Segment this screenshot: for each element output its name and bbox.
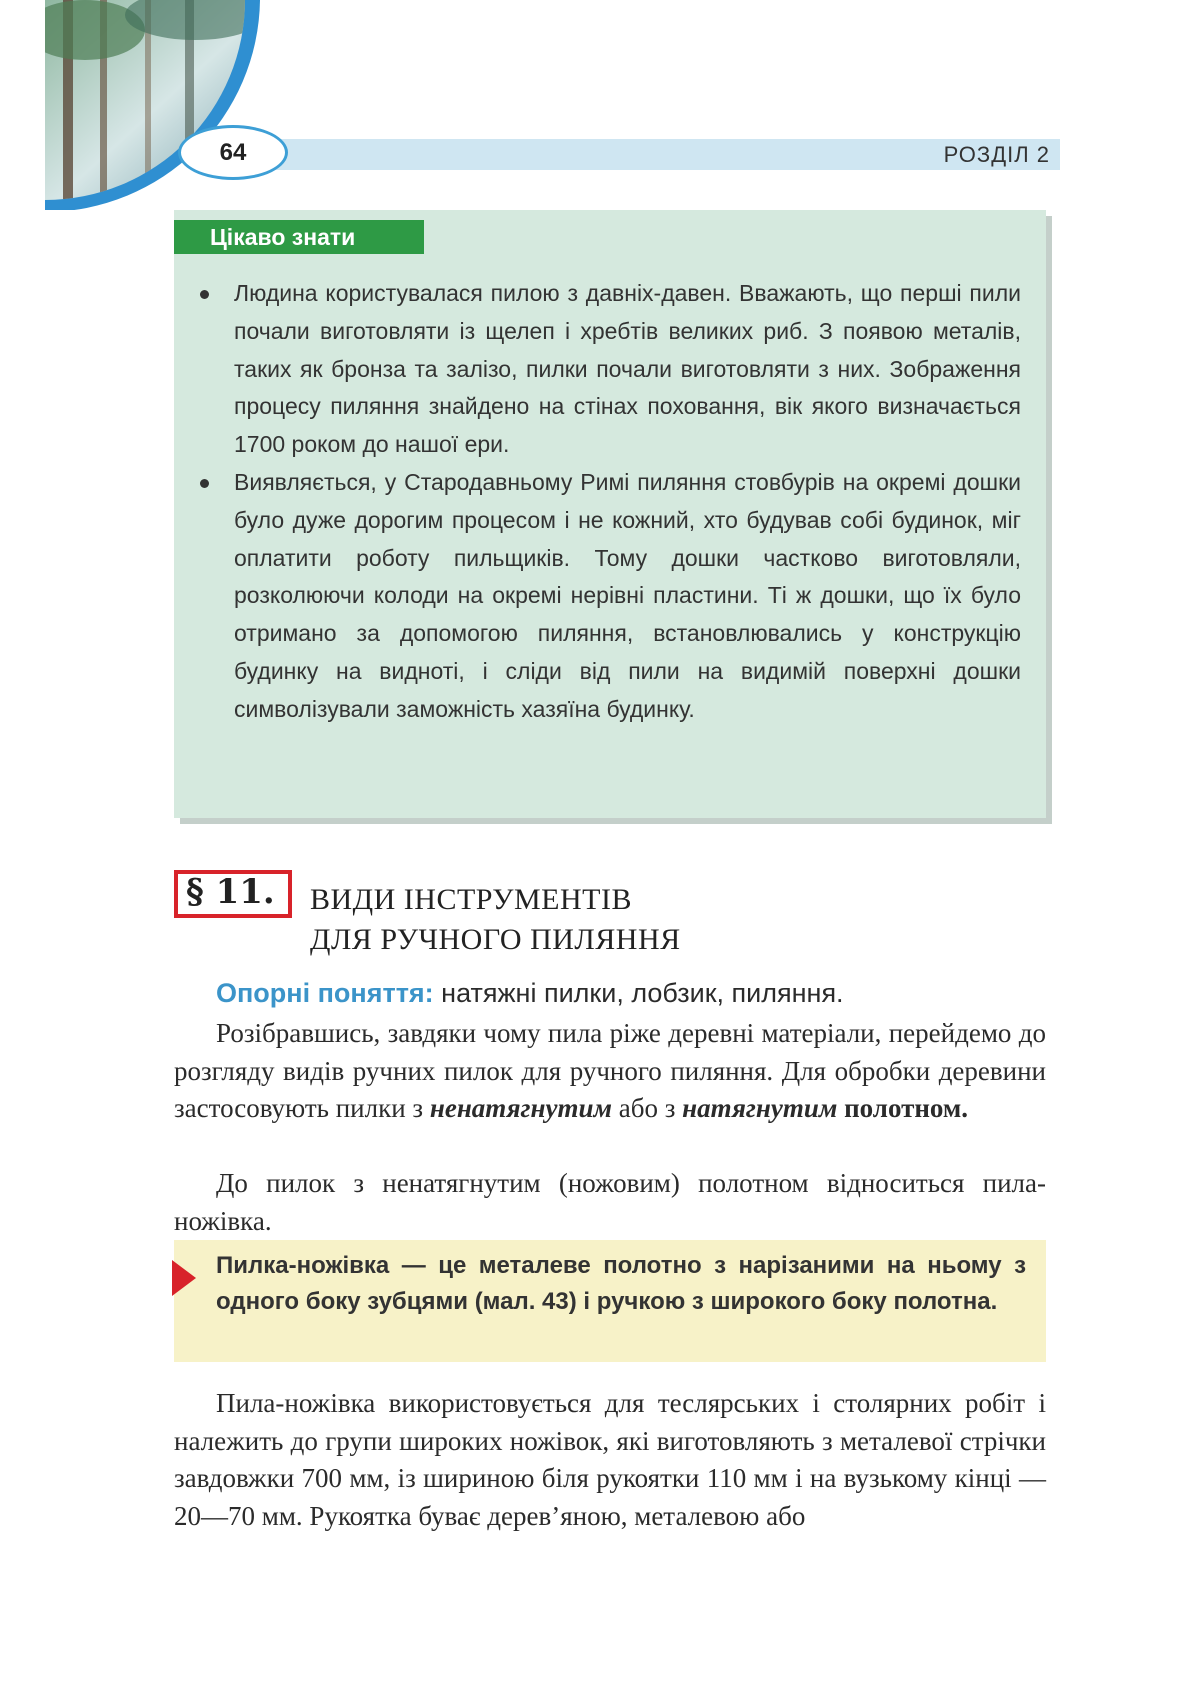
page-number: 64 bbox=[178, 125, 288, 180]
body-paragraph-3: Пила-ножівка використовується для теслярських і столярних робіт і належить до групи широких ножівок, які виготовляють з металевої стрічки завдовжки 700 мм, із шириною біля рукоятки 110 мм і на вузькому кінці — 20—70 мм. Рукоятка буває дерев’яною, металевою або bbox=[174, 1388, 1046, 1531]
key-concepts-label: Опорні поняття: bbox=[216, 978, 434, 1008]
paragraph-number: § 11. bbox=[186, 872, 275, 912]
key-concepts-text: натяжні пилки, лобзик, пиляння. bbox=[433, 978, 844, 1008]
paragraph-number-box bbox=[174, 870, 292, 918]
body-paragraph-1 bbox=[174, 1015, 1046, 1128]
key-concepts bbox=[174, 975, 1046, 1012]
paragraph-title bbox=[310, 880, 1010, 960]
info-item-1: Людина користувалася пилою з давніх-давен. Вважають, що перші пили почали виготовляти із щелеп і хребтів великих риб. З появою металів, таких як бронза та залізо, пилки почали виготовляти з них. Зображення процесу пиляння знайдено на стінах поховання, вік якого визначається 1700 роком до нашої ери. bbox=[196, 275, 1021, 464]
term-unstretched: ненатягнутим bbox=[429, 1093, 613, 1123]
term-stretched: натягнутим bbox=[682, 1093, 838, 1123]
definition-arrow-icon bbox=[172, 1260, 196, 1296]
body-paragraph-2: До пилок з ненатягнутим (ножовим) полотном відноситься пила-ножівка. bbox=[174, 1168, 1046, 1236]
definition-text: Пилка-ножівка — це металеве полотно з нарізаними на ньому з одного боку зубцями (мал. 43) і ручкою з широкого боку полотна. bbox=[216, 1252, 1026, 1315]
info-box-title: Цікаво знати bbox=[174, 220, 424, 254]
definition-box bbox=[174, 1240, 1046, 1362]
section-label: РОЗДІЛ 2 bbox=[943, 142, 1050, 167]
paragraph-title-line1: ВИДИ ІНСТРУМЕНТІВ bbox=[310, 883, 632, 916]
body-p1-start: Розібравшись, завдяки чому пила ріже деревні матеріали, перейдемо до розгляду видів ручних пилок для ручного пиляння. Для обробки деревини застосовують пилки з bbox=[174, 1018, 1046, 1123]
header-bar bbox=[200, 139, 1060, 170]
body-p1-mid: або з bbox=[612, 1093, 683, 1123]
info-box bbox=[174, 210, 1046, 818]
info-item-2: Виявляється, у Стародавньому Римі пиляння стовбурів на окремі дошки було дуже дорогим процесом і не кожний, хто будував собі будинок, міг оплатити роботу пильщиків. Тому дошки частково виготовляли, розколюючи колоди на окремі нерівні пластини. Ті ж дошки, що їх було отримано за допомогою пиляння, встановлювались у конструкцію будинку на видноті, і сліди від пили на видимій поверхні дошки символізували заможність хазяїна будинку. bbox=[196, 464, 1021, 729]
paragraph-title-line2: ДЛЯ РУЧНОГО ПИЛЯННЯ bbox=[310, 923, 681, 956]
body-p1-end: полотном. bbox=[837, 1093, 969, 1123]
info-list bbox=[196, 275, 1021, 729]
